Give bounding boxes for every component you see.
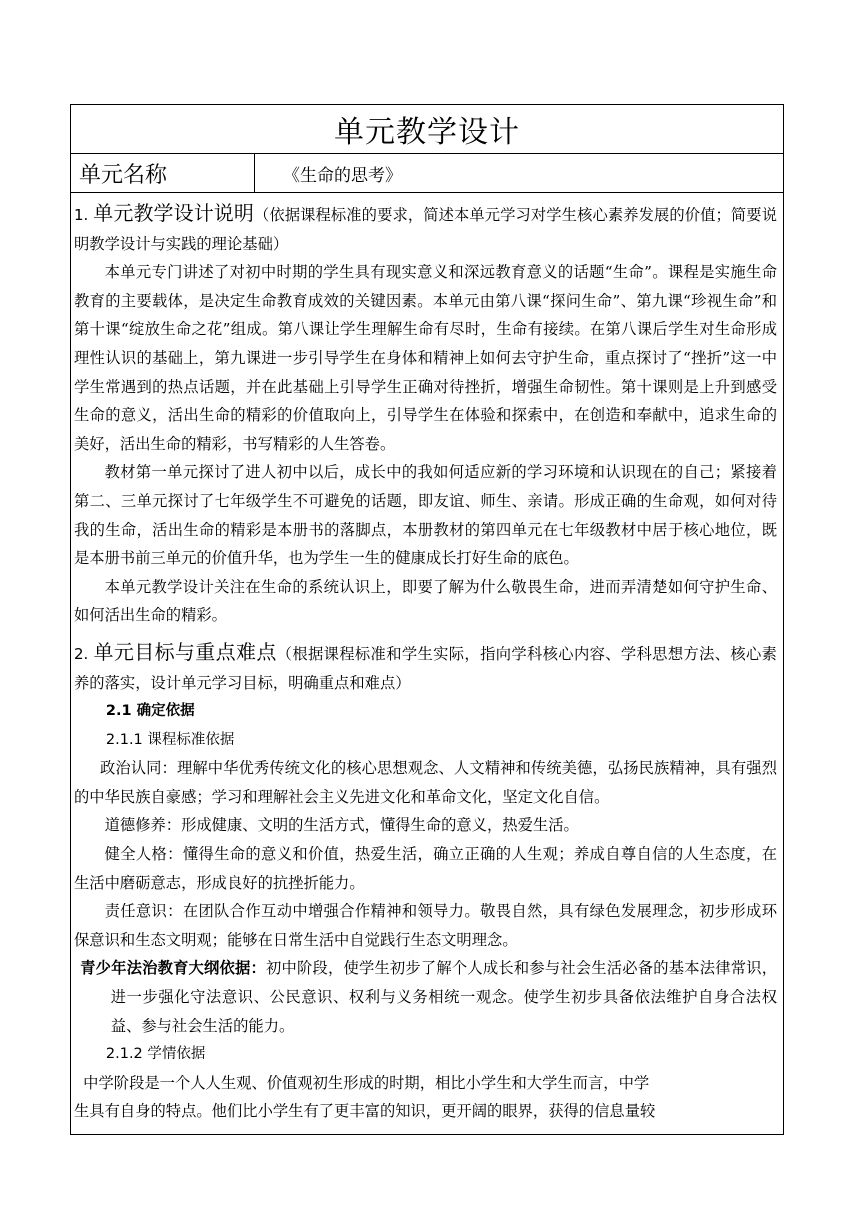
section1-note: （依据课程标准的要求，简述本单元学习对学生核心素养发展的价值；简要说明教学设计与实践的理论基础） (74, 206, 777, 253)
section2-title: 单元目标与重点难点 (93, 639, 277, 664)
student-basis-line-1: 中学阶段是一个人人生观、价值观初生形成的时期，相比小学生和大学生而言，中学 (83, 1073, 650, 1092)
content-cell (71, 193, 784, 1135)
student-basis-line-2: 生具有自身的特点。他们比小学生有了更丰富的知识，更开阔的眼界，获得的信息量较 (74, 1102, 656, 1121)
law-education-basis (74, 954, 777, 1040)
unit-design-table (70, 104, 784, 1135)
subsection-2-1: 2.1 确定依据 (105, 703, 195, 720)
section2-note: （根据课程标准和学生实际，指向学科核心内容、学科思想方法、核心素养的落实，设计单元学习目标，明确重点和难点） (74, 644, 777, 692)
standard-personality: 健全人格：懂得生命的意义和价值，热爱生活，确立正确的人生观；养成自尊自信的人生态度，在生活中磨砺意志，形成良好的抗挫折能力。 (74, 845, 777, 892)
standard-political: 政治认同：理解中华优秀传统文化的核心思想观念、人文精神和传统美德，弘扬民族精神，具有强烈的中华民族自豪感；学习和理解社会主义先进文化和革命文化，坚定文化自信。 (74, 759, 777, 806)
section2-heading (74, 638, 777, 697)
standard-responsibility: 责任意识：在团队合作互动中增强合作精神和领导力。敬畏自然，具有绿色发展理念，初步形成环保意识和生态文明观；能够在日常生活中自觉践行生态文明理念。 (74, 902, 777, 949)
subsection-2-1-2: 2.1.2 学情依据 (105, 1046, 206, 1063)
unit-name-label: 单元名称 (71, 154, 255, 193)
section1-paragraph-3: 本单元教学设计关注在生命的系统认识上，即要了解为什么敬畏生命，进而弄清楚如何守护生命、如何活出生命的精彩。 (74, 577, 777, 625)
section1-paragraph-1: 本单元专门讲述了对初中时期的学生具有现实意义和深远教育意义的话题“生命”。课程是实施生命教育的主要载体，是决定生命教育成效的关键因素。本单元由第八课“探问生命”、第九课“珍视生命”和第十课“绽放生命之花”组成。第八课让学生理解生命有尽时，生命有接续。在第八课后学生对生命形成理性认识的基础上，第九课进一步引导学生在身体和精神上如何去守护生命，重点探讨了“挫折”这一中学生常遇到的热点话题，并在此基础上引导学生正确对待挫折，增强生命韧性。第十课则是上升到感受生命的意义，活出生命的精彩的价值取向上，引导学生在体验和探索中，在创造和奉献中，追求生命的美好，活出生命的精彩，书写精彩的人生答卷。 (74, 263, 777, 453)
law-basis-lead: 青少年法治教育大纲依据： (80, 959, 267, 978)
law-basis-text: 初中阶段，使学生初步了解个人成长和参与社会生活必备的基本法律常识，进一步强化守法意识、公民意识、权利与义务相统一观念。使学生初步具备依法维护自身合法权益、参与社会生活的能力。 (110, 959, 777, 1035)
standard-moral: 道德修养：形成健康、文明的生活方式，懂得生命的意义，热爱生活。 (104, 816, 579, 835)
section1-heading (74, 199, 777, 258)
section1-title: 单元教学设计说明 (93, 201, 254, 225)
section1-paragraph-2: 教材第一单元探讨了进人初中以后，成长中的我如何适应新的学习环境和认识现在的自己；紧接着第二、三单元探讨了七年级学生不可避免的话题，即友谊、师生、亲请。形成正确的生命观，如何对待我的生命，活出生命的精彩是本册书的落脚点，本册教材的第四单元在七年级教材中居于核心地位，既是本册书前三单元的价值升华，也为学生一生的健康成长打好生命的底色。 (74, 463, 777, 568)
document-title: 单元教学设计 (71, 105, 784, 154)
section2-number: 2. (74, 644, 89, 663)
unit-name-value: 《生命的思考》 (255, 154, 784, 193)
subsection-2-1-1: 2.1.1 课程标准依据 (105, 731, 235, 748)
section1-number: 1. (74, 206, 89, 224)
